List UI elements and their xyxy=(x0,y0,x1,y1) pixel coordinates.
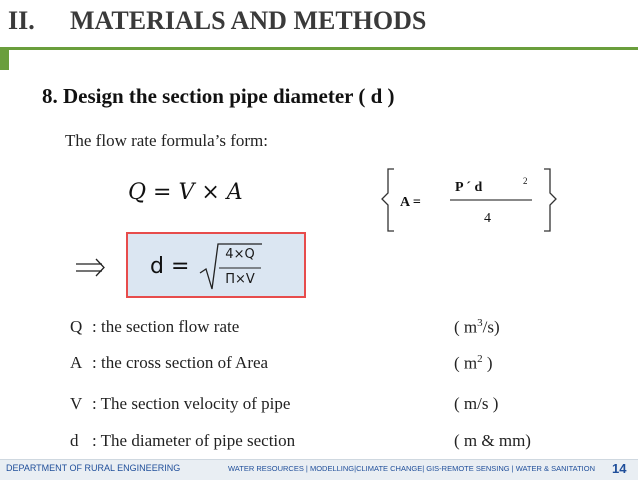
left-brace xyxy=(382,169,394,231)
flow-rate-equation: Q = V × A xyxy=(128,180,243,205)
intro-text: The flow rate formula’s form: xyxy=(65,131,268,150)
variable-unit: ( m/s ) xyxy=(454,394,499,413)
title-divider xyxy=(0,47,638,50)
variable-unit: ( m & mm) xyxy=(454,431,531,450)
section-title: MATERIALS AND METHODS xyxy=(70,6,427,35)
variable-description: : the cross section of Area xyxy=(92,353,269,372)
variable-description: : The section velocity of pipe xyxy=(92,394,291,413)
variable-symbol: A xyxy=(70,353,83,372)
footer-department: DEPARTMENT OF RURAL ENGINEERING xyxy=(6,463,181,473)
footer-topics: WATER RESOURCES | MODELLING|CLIMATE CHANGE| GIS-REMOTE SENSING | WATER & SANITATION xyxy=(228,464,595,473)
variable-description: : The diameter of pipe section xyxy=(92,431,296,450)
implies-arrow-icon xyxy=(74,257,106,279)
variable-symbol: Q xyxy=(70,317,83,336)
area-denominator: 4 xyxy=(484,211,491,226)
accent-bar xyxy=(0,50,9,70)
variable-unit: ( $m^3/s$) xyxy=(454,317,500,337)
variable-description: : the section flow rate xyxy=(92,317,240,336)
diameter-formula-lhs: d = xyxy=(150,254,190,279)
area-exponent: 2 xyxy=(523,176,528,186)
area-lhs: A = xyxy=(400,195,421,210)
section-number: II. xyxy=(8,6,35,35)
diameter-numerator: 4×Q xyxy=(225,247,255,262)
right-brace xyxy=(544,169,556,231)
page-number: 14 xyxy=(612,461,627,476)
variable-symbol: V xyxy=(70,394,83,413)
area-numerator: P ´ d xyxy=(455,180,483,195)
slide-subtitle: 8. Design the section pipe diameter ( d ) xyxy=(42,84,395,108)
area-equation xyxy=(380,163,558,237)
variable-symbol: d xyxy=(70,431,79,450)
variable-unit: ( $m^2$ ) xyxy=(454,353,493,373)
diameter-denominator: Π×V xyxy=(225,272,255,287)
